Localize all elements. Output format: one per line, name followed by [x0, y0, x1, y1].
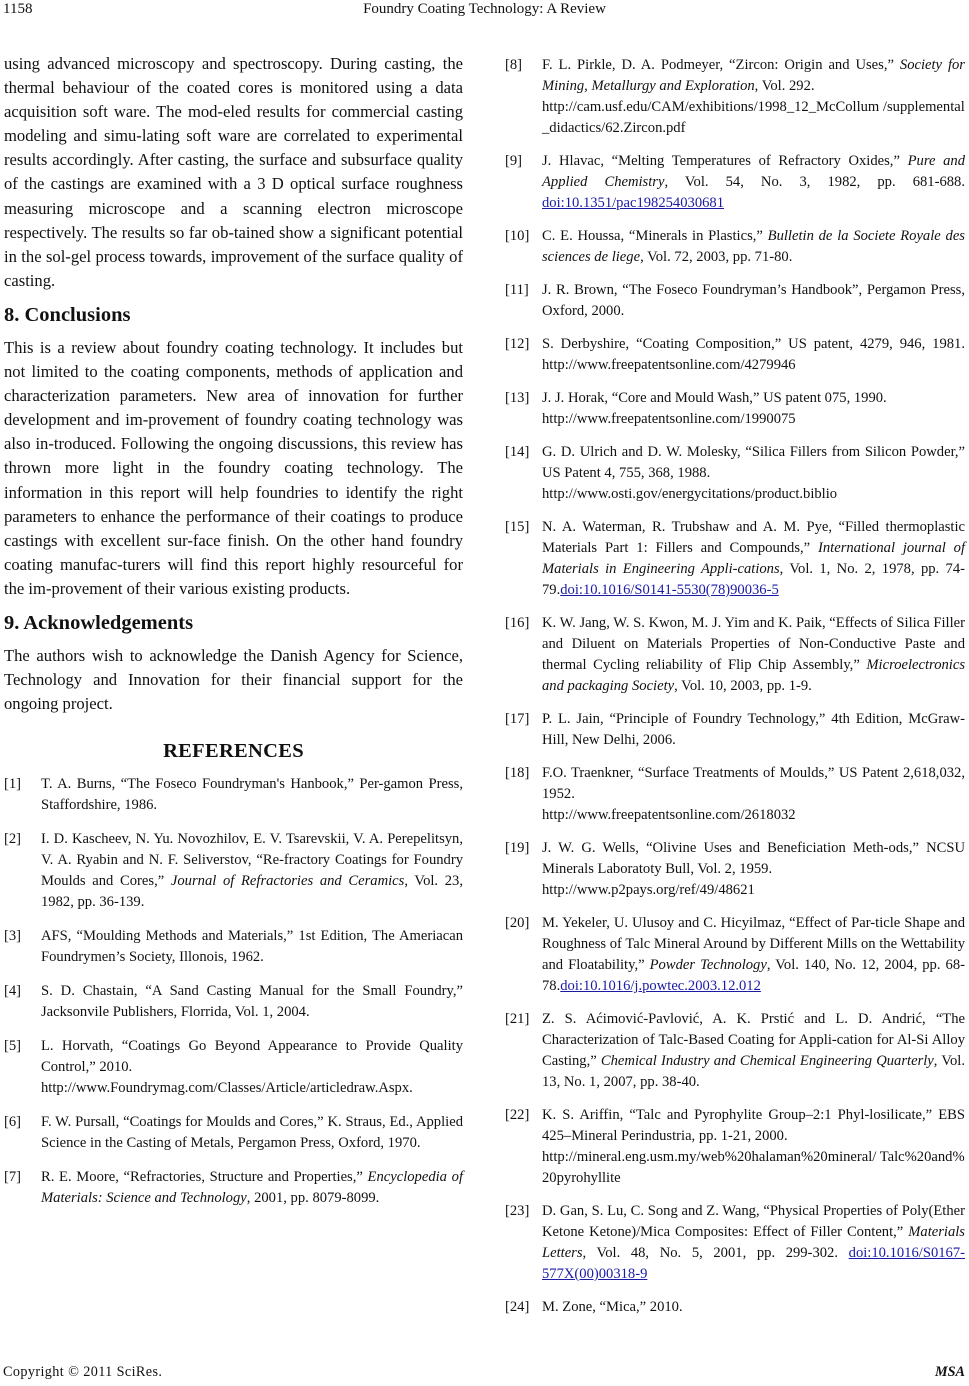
- reference-citation: R. E. Moore, “Refractories, Structure and Properties,”: [41, 1169, 368, 1186]
- reference-details: , Vol. 72, 2003, pp. 71-80.: [640, 249, 793, 265]
- reference-entry: [505, 388, 965, 430]
- reference-number: [19]: [505, 840, 530, 856]
- reference-entry: [505, 1105, 965, 1189]
- reference-source-title: Pure and Applied Chemistry: [542, 153, 965, 190]
- reference-number: [8]: [505, 57, 523, 73]
- reference-number: [10]: [505, 228, 530, 244]
- reference-details: , Vol. 292.: [754, 78, 815, 94]
- reference-details: , Vol. 1, No. 2, 1978, pp. 74-79.: [542, 561, 965, 598]
- reference-entry: [4, 1036, 463, 1099]
- reference-source-title: Chemical Industry and Chemical Engineering Quarterly: [600, 1053, 934, 1069]
- journal-abbreviation: MSA: [935, 1364, 965, 1380]
- reference-citation: S. Derbyshire, “Coating Composition,” US patent, 4279, 946, 1981. http://www.freepatentsonline.com/4279946: [542, 336, 965, 373]
- reference-number: [7]: [4, 1169, 22, 1186]
- reference-url: http://mineral.eng.usm.my/web%20halaman%20mineral/ Talc%20and%20pyrohyllite: [542, 1149, 965, 1186]
- reference-number: [11]: [505, 282, 529, 298]
- reference-source-title: Microelectronics and packaging Society: [542, 657, 965, 694]
- running-title: Foundry Coating Technology: A Review: [363, 1, 606, 17]
- reference-entry: [505, 763, 965, 826]
- reference-text: [41, 1036, 463, 1099]
- reference-list-right: [505, 55, 965, 1318]
- reference-text: [41, 1167, 463, 1209]
- reference-entry: [4, 829, 463, 913]
- reference-citation: K. W. Jang, W. S. Kwon, M. J. Yim and K. Paik, “Effects of Silica Filler and Diluent on Materials Properties of Non-Conductive Paste and thermal Cycling reliability of Flip Chip Assembly,”: [542, 615, 965, 673]
- reference-number: [12]: [505, 336, 530, 352]
- reference-text: [41, 981, 463, 1023]
- reference-text: [542, 913, 965, 997]
- reference-entry: [505, 709, 965, 751]
- reference-number: [22]: [505, 1107, 530, 1123]
- reference-doi-link[interactable]: doi:10.1016/S0141-5530(78)90036-5: [560, 582, 779, 598]
- conclusions-heading: 8. Conclusions: [4, 303, 131, 326]
- reference-entry: [4, 1167, 463, 1209]
- reference-citation: J. J. Horak, “Core and Mould Wash,” US patent 075, 1990.: [542, 390, 887, 406]
- reference-details: , Vol. 54, No. 3, 1982, pp. 681-688.: [664, 174, 965, 190]
- right-column: [505, 55, 965, 1330]
- reference-url: http://www.osti.gov/energycitations/product.biblio: [542, 486, 838, 502]
- reference-source-title: Journal of Refractories and Ceramics: [170, 873, 405, 890]
- reference-number: [1]: [4, 776, 22, 793]
- reference-doi-link[interactable]: doi:10.1016/S0167-577X(00)00318-9: [542, 1245, 965, 1282]
- reference-citation: AFS, “Moulding Methods and Materials,” 1st Edition, The Ameriacan Foundrymen’s Society, Illonois, 1962.: [41, 928, 463, 966]
- reference-entry: [505, 55, 965, 139]
- reference-citation: L. Horvath, “Coatings Go Beyond Appearance to Provide Quality Control,” 2010.: [41, 1038, 463, 1076]
- reference-citation: I. D. Kascheev, N. Yu. Novozhilov, E. V. Tsarevskii, V. A. Perepelitsyn, V. A. Ryabin and N. F. Seliverstov, “Re-fractory Coatings for Foundry Moulds and Cores,”: [41, 831, 463, 890]
- reference-doi-link[interactable]: doi:10.1351/pac198254030681: [542, 195, 725, 211]
- reference-text: [542, 442, 965, 505]
- reference-text: [542, 55, 965, 139]
- reference-text: [542, 709, 965, 751]
- reference-citation: F.O. Traenkner, “Surface Treatments of Moulds,” US Patent 2,618,032, 1952.: [542, 765, 965, 802]
- reference-number: [20]: [505, 915, 530, 931]
- reference-text: [542, 226, 965, 268]
- reference-entry: [4, 1112, 463, 1154]
- reference-source-title: Encyclopedia of Materials: Science and Technology: [41, 1169, 463, 1207]
- page-footer: [0, 1364, 969, 1386]
- reference-citation: Z. S. Aćimović-Pavlović, A. K. Prstić and L. D. Andrić, “The Characterization of Talc-Based Coating for Appli-cation for Al-Si Alloy Casting,”: [542, 1011, 965, 1069]
- reference-entry: [505, 280, 965, 322]
- reference-entry: [4, 926, 463, 968]
- reference-citation: P. L. Jain, “Principle of Foundry Technology,” 4th Edition, McGraw-Hill, New Delhi, 2006.: [542, 711, 965, 748]
- reference-doi-link[interactable]: doi:10.1016/j.powtec.2003.12.012: [560, 978, 761, 994]
- reference-citation: M. Zone, “Mica,” 2010.: [542, 1299, 683, 1315]
- reference-number: [16]: [505, 615, 530, 631]
- reference-text: [542, 1105, 965, 1189]
- reference-entry: [4, 774, 463, 816]
- reference-entry: [505, 517, 965, 601]
- reference-citation: G. D. Ulrich and D. W. Molesky, “Silica Fillers from Silicon Powder,” US Patent 4, 755, 368, 1988.: [542, 444, 965, 481]
- reference-number: [2]: [4, 831, 22, 848]
- copyright-notice: Copyright © 2011 SciRes.: [3, 1364, 163, 1380]
- reference-details: , Vol. 10, 2003, pp. 1-9.: [674, 678, 812, 694]
- reference-text: [542, 388, 965, 430]
- reference-details: , 2001, pp. 8079-8099.: [246, 1190, 380, 1207]
- reference-text: [542, 280, 965, 322]
- reference-citation: K. S. Ariffin, “Talc and Pyrophylite Group–2:1 Phyl-losilicate,” EBS 425–Mineral Perindustria, pp. 1-21, 2000.: [542, 1107, 965, 1144]
- reference-text: [41, 774, 463, 816]
- reference-citation: J. Hlavac, “Melting Temperatures of Refractory Oxides,”: [542, 153, 908, 169]
- reference-citation: D. Gan, S. Lu, C. Song and Z. Wang, “Physical Properties of Poly(Ether Ketone Ketone)/Mica Composites: Effect of Filler Content,”: [542, 1203, 965, 1240]
- intro-paragraph: using advanced microscopy and spectroscopy. During casting, the thermal behaviour of the coated cores is monitored using a data acquisition soft ware. The mod-eled results for commercial casting modeling and simu-lating soft ware are correlated to experimental results accordingly. After casting, the surface and subsurface quality of the castings are examined with a 3 D optical surface roughness measuring microscope and a scanning electron microscope respectively. The results so far ob-tained show a significant potential in the sol-gel process towards, improvement of the surface quality of casting.: [4, 54, 463, 290]
- reference-entry: [505, 1201, 965, 1285]
- acknowledgements-text: The authors wish to acknowledge the Danish Agency for Science, Technology and Innovation for their financial support for the ongoing project.: [4, 645, 463, 714]
- reference-text: [41, 829, 463, 913]
- reference-citation: J. W. G. Wells, “Olivine Uses and Beneficiation Meth-ods,” NCSU Minerals Laboratoty Bull, Vol. 2, 1959.: [542, 840, 965, 877]
- reference-citation: T. A. Burns, “The Foseco Foundryman's Hanbook,” Per-gamon Press, Staffordshire, 1986.: [41, 776, 463, 814]
- reference-details: , Vol. 13, No. 1, 2007, pp. 38-40.: [542, 1053, 965, 1090]
- reference-entry: [505, 613, 965, 697]
- reference-citation: N. A. Waterman, R. Trubshaw and A. M. Pye, “Filled thermoplastic Materials Part 1: Fillers and Compounds,”: [542, 519, 965, 556]
- reference-source-title: International journal of Materials in Engineering Appli-cations: [542, 540, 966, 577]
- reference-entry: [505, 1297, 965, 1318]
- reference-source-title: Society for Mining, Metallurgy and Exploration: [542, 57, 965, 94]
- reference-text: [542, 1009, 965, 1093]
- reference-number: [15]: [505, 519, 530, 535]
- reference-number: [24]: [505, 1299, 530, 1315]
- reference-number: [18]: [505, 765, 530, 781]
- reference-url: http://www.p2pays.org/ref/49/48621: [542, 882, 755, 898]
- reference-citation: J. R. Brown, “The Foseco Foundryman’s Handbook”, Pergamon Press, Oxford, 2000.: [542, 282, 965, 319]
- reference-number: [4]: [4, 983, 22, 1000]
- reference-number: [5]: [4, 1038, 22, 1055]
- page-number: 1158: [3, 1, 33, 17]
- reference-text: [542, 613, 965, 697]
- reference-entry: [505, 442, 965, 505]
- acknowledgements-heading: 9. Acknowledgements: [4, 611, 194, 634]
- reference-text: [41, 1112, 463, 1154]
- left-column: [4, 52, 463, 1222]
- reference-citation: F. W. Pursall, “Coatings for Moulds and Cores,” K. Straus, Ed., Applied Science in the Casting of Metals, Pergamon Press, Oxford, 1970.: [41, 1114, 463, 1152]
- reference-text: [542, 1297, 965, 1318]
- reference-list-left: [4, 774, 463, 1209]
- reference-number: [13]: [505, 390, 530, 406]
- reference-entry: [4, 981, 463, 1023]
- reference-details: , Vol. 48, No. 5, 2001, pp. 299-302.: [582, 1245, 849, 1261]
- reference-text: [41, 926, 463, 968]
- reference-source-title: Powder Technology: [649, 957, 767, 973]
- reference-number: [6]: [4, 1114, 22, 1131]
- reference-entry: [505, 151, 965, 214]
- reference-text: [542, 151, 965, 214]
- reference-number: [23]: [505, 1203, 530, 1219]
- references-heading: REFERENCES: [163, 740, 304, 763]
- reference-entry: [505, 226, 965, 268]
- conclusions-text: This is a review about foundry coating technology. It includes but not limited to the coating components, methods of application and characterization parameters. New area of innovation for further development and im-provement of foundry coating technology was also in-troduced. Following the ongoing discussions, this review has thrown more light in the foundry coating technology. The information in this report will help foundries to identify the right parameters to enhance the performance of their coatings to produce castings with excellent sur-face finish. On the other hand foundry coating manufac-turers will find this report highly resourceful for the im-provement of their various existing products.: [4, 337, 463, 598]
- reference-text: [542, 838, 965, 901]
- reference-text: [542, 517, 965, 601]
- reference-citation: M. Yekeler, U. Ulusoy and C. Hicyilmaz, “Effect of Par-ticle Shape and Roughness of Talc Mineral Around by Different Mills on the Wettability and Floatability,”: [542, 915, 965, 973]
- reference-text: [542, 334, 965, 376]
- reference-url: http://www.Foundrymag.com/Classes/Article/articledraw.Aspx.: [41, 1080, 413, 1097]
- reference-text: [542, 1201, 965, 1285]
- reference-entry: [505, 334, 965, 376]
- reference-url: http://www.freepatentsonline.com/2618032: [542, 807, 796, 823]
- reference-entry: [505, 913, 965, 997]
- reference-details: , Vol. 140, No. 12, 2004, pp. 68-78.: [542, 957, 966, 994]
- reference-source-title: Materials Letters: [542, 1224, 965, 1261]
- reference-number: [14]: [505, 444, 530, 460]
- reference-text: [542, 763, 965, 826]
- reference-entry: [505, 838, 965, 901]
- reference-number: [9]: [505, 153, 523, 169]
- reference-url: http://www.freepatentsonline.com/1990075: [542, 411, 796, 427]
- reference-entry: [505, 1009, 965, 1093]
- reference-details: , Vol. 23, 1982, pp. 36-139.: [41, 873, 463, 911]
- reference-number: [17]: [505, 711, 530, 727]
- reference-citation: S. D. Chastain, “A Sand Casting Manual for the Small Foundry,” Jacksonvile Publishers, Florrida, Vol. 1, 2004.: [41, 983, 463, 1021]
- reference-number: [21]: [505, 1011, 530, 1027]
- reference-number: [3]: [4, 928, 22, 945]
- page-header: [0, 0, 969, 30]
- reference-citation: C. E. Houssa, “Minerals in Plastics,”: [542, 228, 768, 244]
- reference-citation: F. L. Pirkle, D. A. Podmeyer, “Zircon: Origin and Uses,”: [542, 57, 900, 73]
- reference-source-title: Bulletin de la Societe Royale des sciences de liege: [542, 228, 965, 265]
- reference-url: http://cam.usf.edu/CAM/exhibitions/1998_12_McCollum /supplemental_didactics/62.Zircon.pdf: [542, 99, 965, 136]
